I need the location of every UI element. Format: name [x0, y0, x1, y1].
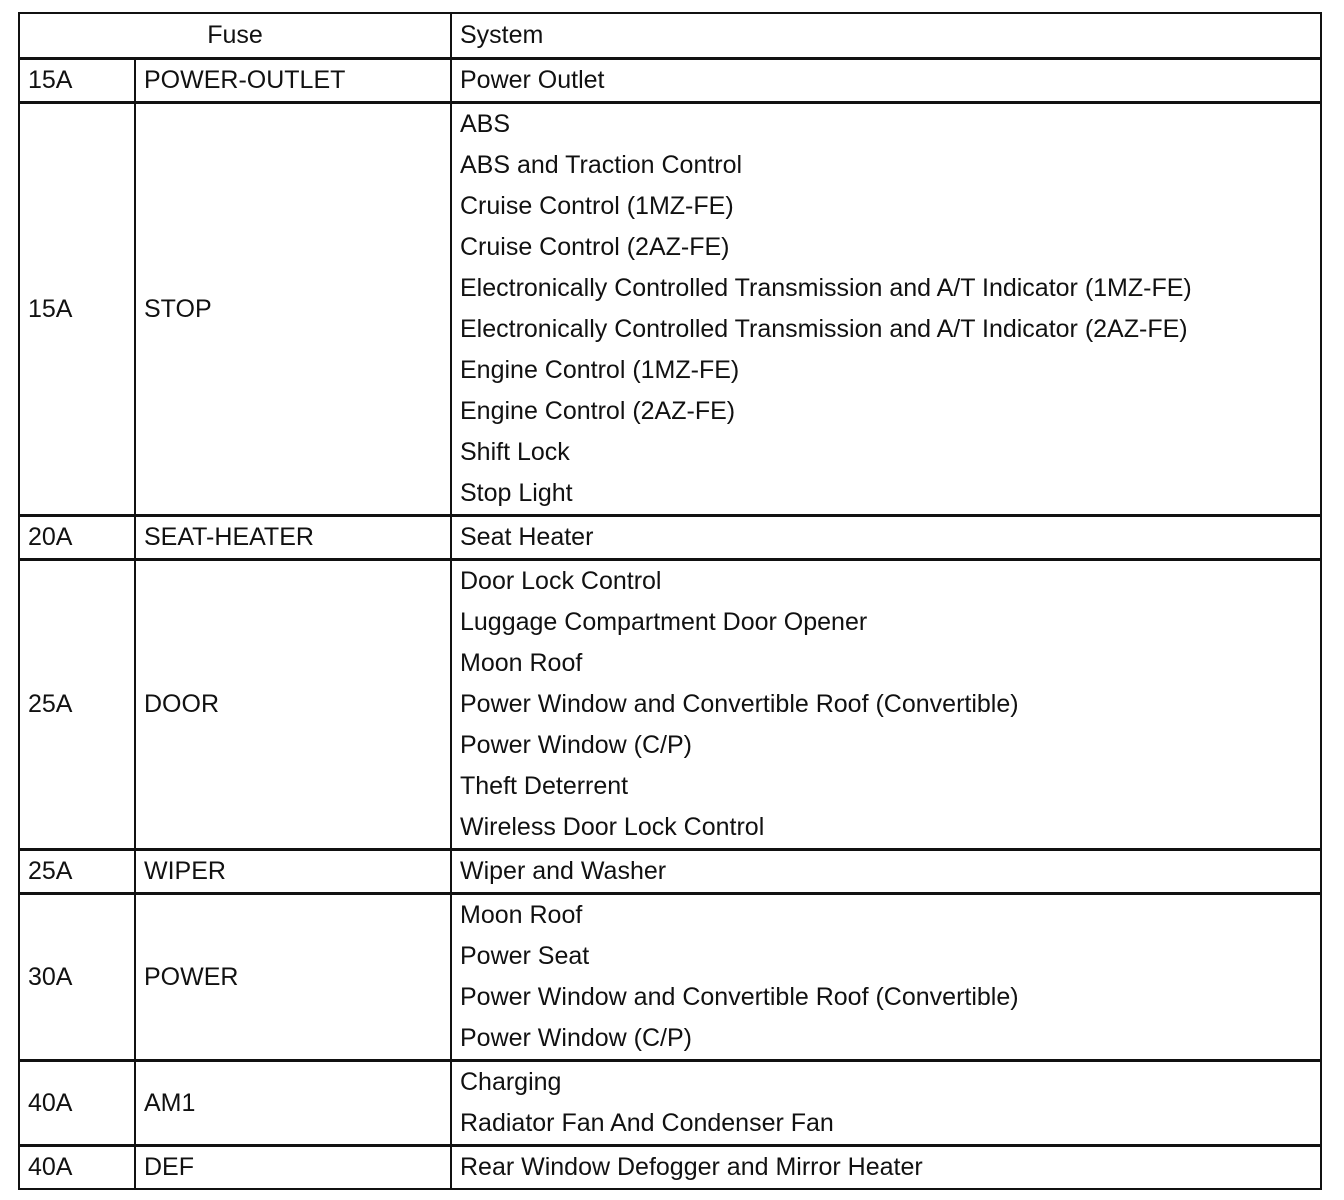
- system-item: Shift Lock: [451, 432, 1321, 473]
- system-item: Charging: [451, 1061, 1321, 1104]
- system-item: Door Lock Control: [451, 560, 1321, 603]
- system-item: Power Window and Convertible Roof (Convertible): [451, 684, 1321, 725]
- fuse-amperage: 40A: [19, 1146, 135, 1190]
- system-item: Theft Deterrent: [451, 766, 1321, 807]
- fuse-name: POWER-OUTLET: [135, 59, 451, 103]
- fuse-name: AM1: [135, 1061, 451, 1146]
- system-item: Luggage Compartment Door Opener: [451, 602, 1321, 643]
- table-row: [19, 1146, 1321, 1190]
- system-item: Electronically Controlled Transmission and A/T Indicator (2AZ-FE): [451, 309, 1321, 350]
- system-item: Wiper and Washer: [451, 850, 1321, 894]
- header-fuse: Fuse: [19, 13, 451, 59]
- system-item: Stop Light: [451, 473, 1321, 516]
- fuse-amperage: 15A: [19, 103, 135, 516]
- system-item: Seat Heater: [451, 516, 1321, 560]
- header-system: System: [451, 13, 1321, 59]
- system-item: ABS and Traction Control: [451, 145, 1321, 186]
- fuse-name: WIPER: [135, 850, 451, 894]
- system-item: Power Window (C/P): [451, 725, 1321, 766]
- fuse-amperage: 15A: [19, 59, 135, 103]
- fuse-amperage: 20A: [19, 516, 135, 560]
- system-item: Power Window (C/P): [451, 1018, 1321, 1061]
- system-item: ABS: [451, 103, 1321, 146]
- fuse-amperage: 30A: [19, 894, 135, 1061]
- table-row: [19, 560, 1321, 603]
- system-item: Radiator Fan And Condenser Fan: [451, 1103, 1321, 1146]
- fuse-table: [18, 12, 1322, 1190]
- system-item: Engine Control (2AZ-FE): [451, 391, 1321, 432]
- system-item: Engine Control (1MZ-FE): [451, 350, 1321, 391]
- header-row: [19, 13, 1321, 59]
- fuse-amperage: 25A: [19, 560, 135, 850]
- table-row: [19, 894, 1321, 937]
- table-row: [19, 103, 1321, 146]
- fuse-name: DOOR: [135, 560, 451, 850]
- table-row: [19, 516, 1321, 560]
- fuse-name: SEAT-HEATER: [135, 516, 451, 560]
- system-item: Cruise Control (2AZ-FE): [451, 227, 1321, 268]
- fuse-name: STOP: [135, 103, 451, 516]
- fuse-amperage: 40A: [19, 1061, 135, 1146]
- table-row: [19, 59, 1321, 103]
- system-item: Wireless Door Lock Control: [451, 807, 1321, 850]
- fuse-amperage: 25A: [19, 850, 135, 894]
- system-item: Moon Roof: [451, 894, 1321, 937]
- fuse-table-body: [19, 59, 1321, 1190]
- fuse-name: POWER: [135, 894, 451, 1061]
- table-row: [19, 850, 1321, 894]
- system-item: Power Window and Convertible Roof (Convertible): [451, 977, 1321, 1018]
- table-row: [19, 1061, 1321, 1104]
- system-item: Moon Roof: [451, 643, 1321, 684]
- fuse-name: DEF: [135, 1146, 451, 1190]
- system-item: Rear Window Defogger and Mirror Heater: [451, 1146, 1321, 1190]
- system-item: Power Seat: [451, 936, 1321, 977]
- system-item: Electronically Controlled Transmission and A/T Indicator (1MZ-FE): [451, 268, 1321, 309]
- system-item: Power Outlet: [451, 59, 1321, 103]
- system-item: Cruise Control (1MZ-FE): [451, 186, 1321, 227]
